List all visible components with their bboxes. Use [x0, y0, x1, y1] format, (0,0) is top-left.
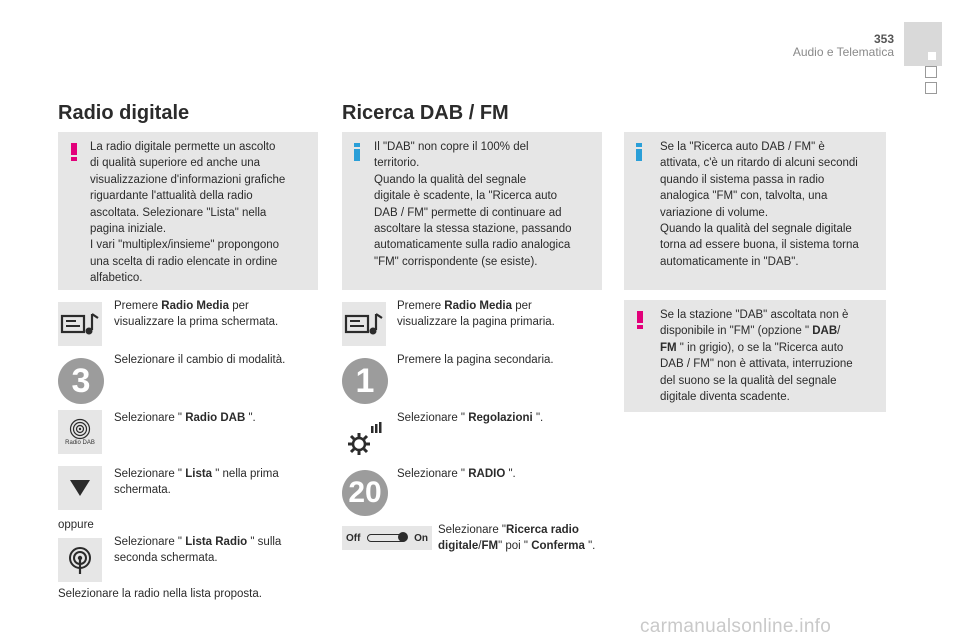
step-keyword: FM — [481, 540, 499, 552]
radio-media-icon — [58, 302, 102, 346]
settings-icon — [342, 418, 386, 462]
step-keyword: RADIO — [468, 468, 506, 480]
radio-media-icon — [342, 302, 386, 346]
down-arrow-icon — [58, 466, 102, 510]
radio-list-icon — [58, 538, 102, 582]
info-icon — [632, 143, 646, 161]
step-number-badge: 20 — [342, 470, 388, 516]
chapter-tab — [904, 22, 942, 66]
step-regolazioni — [397, 410, 543, 426]
step-radio-media — [397, 298, 602, 330]
note-keyword: DAB — [812, 325, 838, 338]
toggle-on-label: On — [414, 532, 428, 544]
chapter-tab-outline — [925, 82, 937, 94]
radio-dab-icon-label: Radio DAB — [65, 439, 95, 446]
info-note — [624, 132, 886, 290]
step-text: ". — [584, 540, 596, 552]
step-text: Selezionare " — [397, 412, 469, 424]
step-secondary-page: Premere la pagina secondaria. — [397, 354, 554, 366]
step-ricerca-radio-digitale — [438, 522, 608, 554]
info-icon — [350, 143, 364, 161]
warning-note — [624, 300, 886, 412]
warning-note — [58, 132, 318, 290]
off-on-toggle-icon — [342, 526, 432, 550]
step-select-radio: Selezionare la radio nella lista proposta. — [58, 588, 262, 600]
watermark: carmanualsonline.info — [640, 616, 832, 637]
step-text: Selezionare " — [114, 412, 186, 424]
step-radio — [397, 466, 516, 482]
step-text: " poi " — [498, 540, 532, 552]
note-text: Il "DAB" non copre il 100% del territorio. Quando la qualità del segnale digitale è scadente, la "Ricerca auto DAB / FM" permette di continuare ad ascoltare la stessa stazione, passando automaticamente sulla radio analogica "FM" corrispondente (se esiste). — [374, 141, 572, 268]
step-lista-radio — [114, 534, 314, 566]
step-text: Selezionare " — [397, 468, 469, 480]
step-lista — [114, 466, 314, 498]
step-number-badge: 3 — [58, 358, 104, 404]
step-change-mode: Selezionare il cambio di modalità. — [114, 354, 286, 366]
toggle-off-label: Off — [346, 532, 361, 544]
step-number-badge: 1 — [342, 358, 388, 404]
step-text: ". — [245, 412, 256, 424]
step-text: ". — [532, 412, 544, 424]
note-text-part: Se la stazione "DAB" ascoltata non è disponibile in "FM" (opzione " — [660, 309, 849, 338]
page-number: 353 — [873, 32, 894, 46]
step-text: Selezionare " — [114, 468, 186, 480]
section-title-ricerca-dab-fm: Ricerca DAB / FM — [342, 102, 509, 124]
step-radio-media — [114, 298, 314, 330]
step-text: per visualizzare la prima schermata. — [114, 300, 279, 328]
info-note — [342, 132, 602, 290]
warning-icon — [66, 143, 82, 161]
step-keyword: Radio DAB — [185, 412, 246, 424]
step-radio-dab — [114, 410, 256, 426]
toggle-track — [367, 534, 407, 542]
note-text-part: " in grigio), o se la "Ricerca auto DAB / FM" non è attivata, interruzione del suono se la qualità del segnale digitale diventa scadente. — [660, 341, 853, 404]
step-keyword: Radio Media — [444, 300, 513, 312]
step-text: " sulla seconda schermata. — [114, 536, 282, 564]
note-text-part: / — [837, 325, 841, 338]
step-keyword: Conferma — [531, 540, 585, 552]
step-keyword: Regolazioni — [468, 412, 533, 424]
oppure-label: oppure — [58, 519, 94, 531]
section-label: Audio e Telematica — [792, 45, 894, 59]
step-text: Selezionare " — [114, 536, 186, 548]
note-text: La radio digitale permette un ascolto di qualità superiore ed anche una visualizzazione d'informazioni grafiche riguardante l'attualità della radio ascoltata. Selezionare "Lista" nella pagina iniziale. I vari "multiplex/insieme" propongono una scelta di radio elencate in ordine alfabetico. — [90, 141, 286, 285]
step-keyword: Lista Radio — [185, 536, 248, 548]
step-text: / — [478, 540, 482, 552]
note-text — [660, 307, 884, 405]
step-text: ". — [505, 468, 516, 480]
warning-icon — [632, 311, 648, 329]
step-text: Premere — [114, 300, 162, 312]
note-text: Se la "Ricerca auto DAB / FM" è attivata, c'è un ritardo di alcuni secondi quando il sistema passa in radio analogica "FM" con, talvolta, una variazione di volume. Quando la qualità del segnale digitale torna ad essere buona, il sistema torna automaticamente in "DAB". — [660, 141, 859, 268]
note-keyword: FM — [660, 341, 677, 354]
step-keyword: Radio Media — [161, 300, 230, 312]
section-title-radio-digitale: Radio digitale — [58, 102, 190, 124]
step-text: Selezionare " — [438, 524, 507, 536]
chapter-tab-outline — [925, 66, 937, 78]
step-keyword: Ricerca radio digitale — [438, 524, 579, 552]
step-text: per visualizzare la pagina primaria. — [397, 300, 555, 328]
step-text: Premere — [397, 300, 445, 312]
radio-dab-icon — [58, 410, 102, 454]
step-keyword: Lista — [185, 468, 213, 480]
step-text: " nella prima schermata. — [114, 468, 279, 496]
